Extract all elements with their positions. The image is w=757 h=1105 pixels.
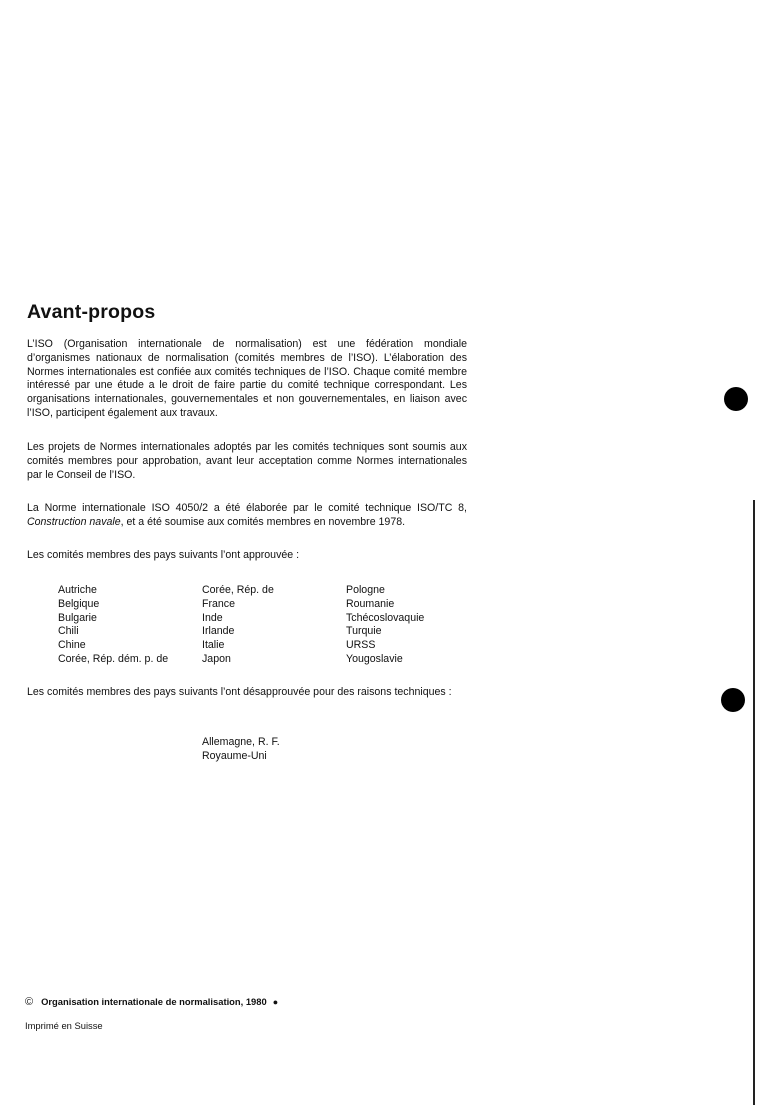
punch-hole-top	[724, 387, 748, 411]
country: Inde	[202, 611, 223, 624]
committee-name: Construction navale	[27, 515, 121, 528]
country: Japon	[202, 652, 231, 665]
country: Corée, Rép. dém. p. de	[58, 652, 169, 665]
copyright-line	[25, 996, 278, 1008]
country: Belgique	[58, 597, 100, 610]
disapproved-countries	[202, 736, 280, 764]
country: Bulgarie	[58, 611, 97, 624]
punch-hole-bottom	[721, 688, 745, 712]
country: Roumanie	[346, 597, 395, 610]
copyright-symbol: ©	[25, 996, 34, 1008]
foreword-paragraph-2: Les projets de Normes internationales adoptés par les comités techniques sont soumis aux comités membres pour approbation, avant leur acceptation comme Normes internationales par le Conseil de l’ISO.	[27, 441, 467, 481]
approved-countries-column-2	[202, 584, 274, 667]
printed-in: Imprimé en Suisse	[25, 1020, 103, 1031]
approved-countries-column-1	[58, 584, 168, 667]
country: France	[202, 597, 235, 610]
country: Autriche	[58, 584, 97, 596]
country: Yougoslavie	[346, 652, 403, 665]
approved-countries-column-3	[346, 584, 424, 667]
country: Italie	[202, 639, 225, 652]
country: Corée, Rép. de	[202, 584, 274, 596]
country: Chili	[58, 625, 79, 638]
country: Irlande	[202, 625, 235, 638]
country: Pologne	[346, 584, 385, 596]
foreword-paragraph-3	[27, 502, 467, 530]
foreword-paragraph-1: L’ISO (Organisation internationale de normalisation) est une fédération mondiale d’organismes nationaux de normalisation (comités membres de l’ISO). L’élaboration des Normes internationales est confiée aux comités techniques de l’ISO. Chaque comité membre intéressé par une étude a le droit de faire partie du comité technique correspondant. Les organisations internationales, gouvernementales et non gouvernementales, en liaison avec l’ISO, participent également aux travaux.	[27, 338, 467, 419]
disapproval-intro: Les comités membres des pays suivants l’ont désapprouvée pour des raisons techniques :	[27, 686, 452, 698]
approval-intro: Les comités membres des pays suivants l’ont approuvée :	[27, 549, 300, 561]
country: Chine	[58, 639, 86, 652]
country: Turquie	[346, 625, 382, 638]
scan-edge-line	[753, 500, 755, 1105]
country: Tchécoslovaquie	[346, 611, 425, 624]
page-title: Avant-propos	[27, 301, 156, 323]
country: Royaume-Uni	[202, 749, 267, 762]
country: Allemagne, R. F.	[202, 736, 280, 748]
paragraph-3-start: La Norme internationale ISO 4050/2 a été élaborée par le comité technique ISO/TC 8,	[27, 502, 467, 514]
copyright-text: Organisation internationale de normalisation, 1980	[41, 996, 267, 1007]
bullet-icon: ●	[272, 997, 279, 1007]
country: URSS	[346, 639, 376, 652]
paragraph-3-end: , et a été soumise aux comités membres en novembre 1978.	[120, 515, 406, 528]
